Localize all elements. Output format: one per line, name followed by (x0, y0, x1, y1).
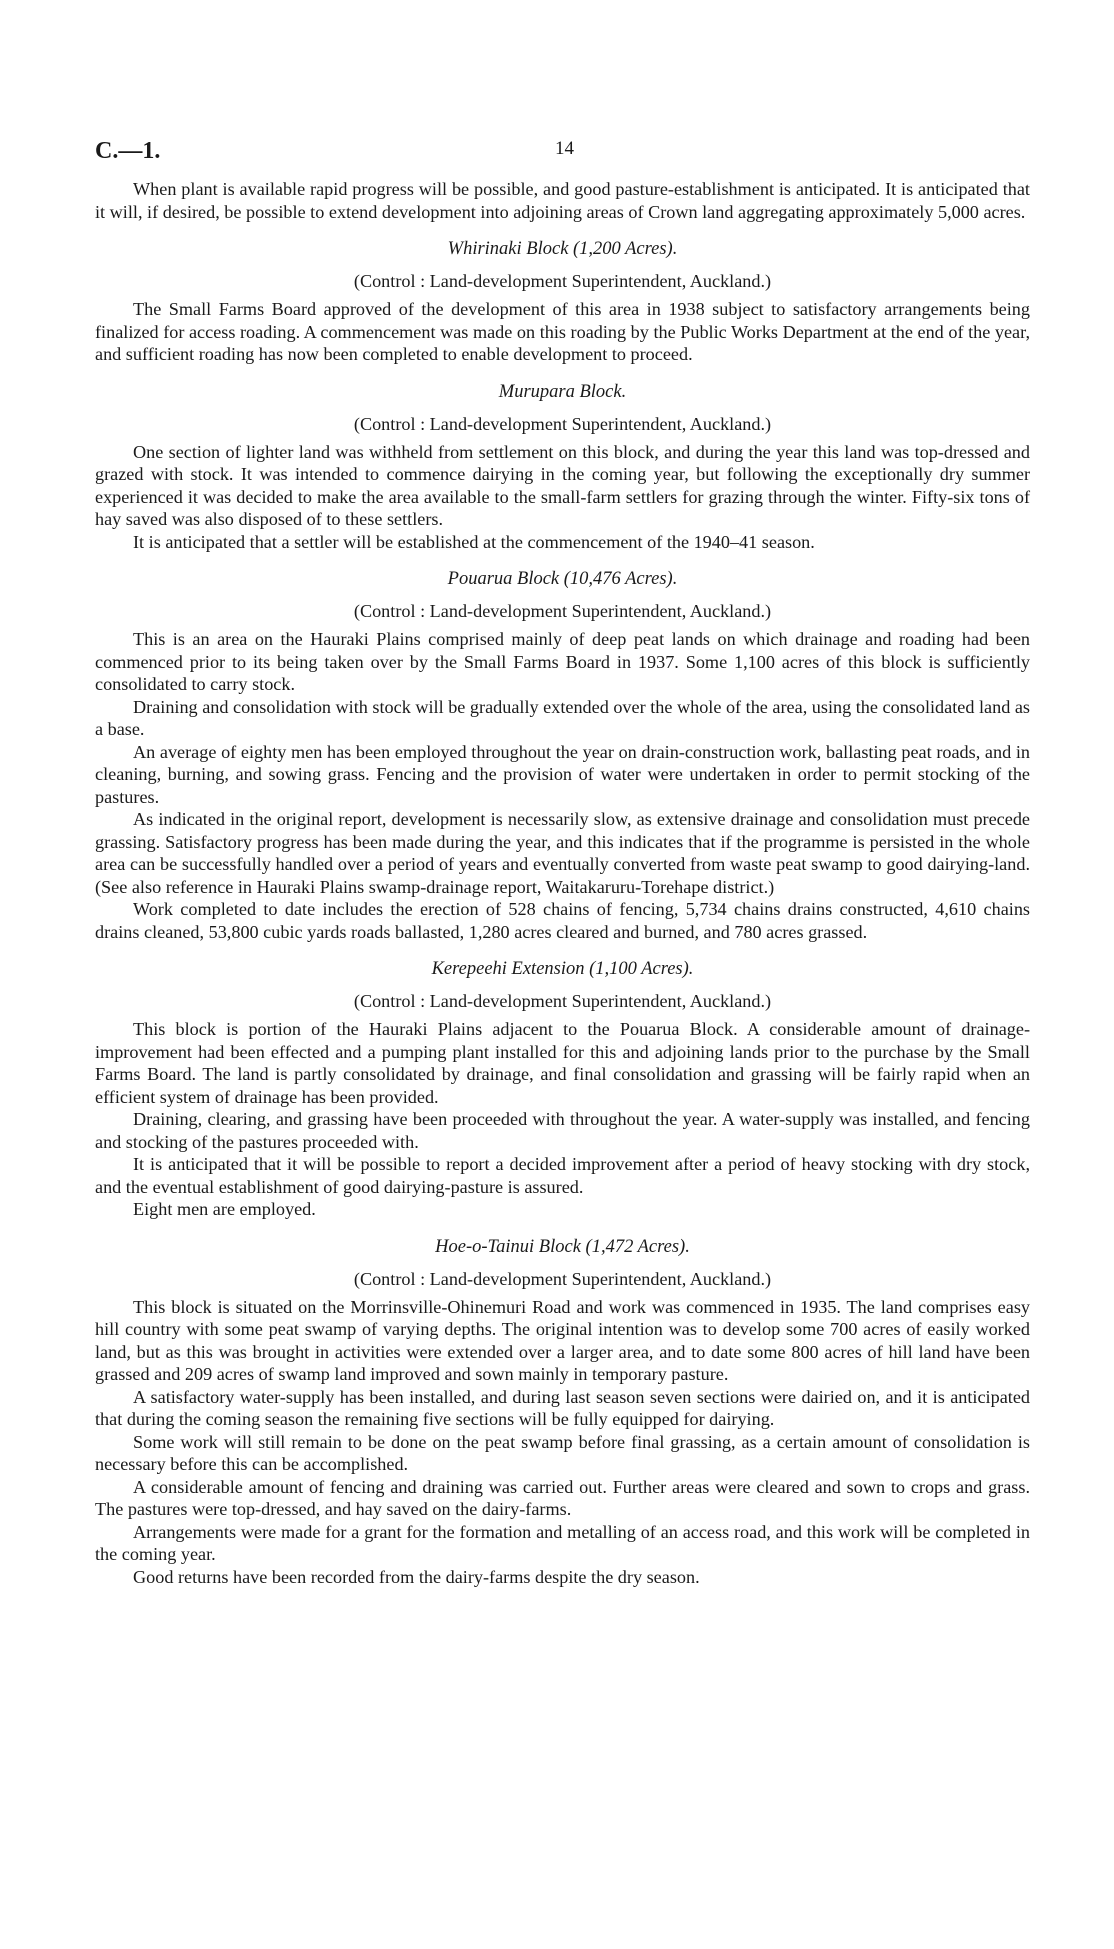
section-paragraph: The Small Farms Board approved of the development of this area in 1938 subject to satisfactory arrangements being finalized for access roading. A commencement was made on this roading by the Public Works Department at the end of the year, and sufficient roading has now been completed to enable development to proceed. (95, 299, 1030, 364)
section-paragraph: This is an area on the Hauraki Plains comprised mainly of deep peat lands on which drainage and roading had been commenced prior to its being taken over by the Small Farms Board in 1937. Some 1,100 acres of this block is sufficiently consolidated to carry stock. (95, 629, 1030, 694)
section-paragraph: One section of lighter land was withheld from settlement on this block, and during the year this land was top-dressed and grazed with stock. It was intended to commence dairying in the coming year, but following the exceptionally dry summer experienced it was decided to make the area available to the small-farm settlers for grazing through the winter. Fifty-six tons of hay saved was also disposed of to these settlers. (95, 441, 1030, 529)
section-heading: Murupara Block. (498, 381, 627, 402)
page-number: 14 (555, 138, 574, 159)
section-control-note: (Control : Land-development Superintendent, Auckland.) (353, 413, 772, 434)
section-paragraph: A considerable amount of fencing and draining was carried out. Further areas were cleared and sown to crops and grass. The pastures were top-dressed, and hay saved on the dairy-farms. (95, 1476, 1030, 1519)
section-paragraph: Work completed to date includes the erection of 528 chains of fencing, 5,734 chains drains constructed, 4,610 chains drains cleaned, 53,800 cubic yards roads ballasted, 1,280 acres cleared and burned, and 780 acres grassed. (95, 899, 1030, 942)
section-paragraph: Good returns have been recorded from the dairy-farms despite the dry season. (133, 1566, 700, 1587)
section-paragraph: Eight men are employed. (133, 1199, 316, 1219)
section-heading: Whirinaki Block (1,200 Acres). (447, 239, 678, 259)
section-paragraph: As indicated in the original report, development is necessarily slow, as extensive drainage and consolidation must precede grassing. Satisfactory progress has been made during the year, and this indicates that if the programme is persisted in the whole area can be successfully handled over a period of years and eventually converted from waste peat swamp to good dairying-land. (See also reference in Hauraki Plains swamp-drainage report, Waitakaruru-Torehape district.) (95, 809, 1030, 897)
section-control-note: (Control : Land-development Superintendent, Auckland.) (353, 1268, 772, 1289)
section-paragraph: Draining, clearing, and grassing have been proceeded with throughout the year. A water-supply was installed, and fencing and stocking of the pastures proceeded with. (95, 1109, 1030, 1152)
section (95, 567, 1030, 943)
section (95, 1235, 1030, 1589)
section-paragraph: It is anticipated that it will be possible to report a decided improvement after a period of heavy stocking with dry stock, and the eventual establishment of good dairying-pasture is assured. (95, 1154, 1030, 1197)
sections-container (95, 237, 1030, 1588)
running-head (95, 138, 1030, 178)
section-paragraph: It is anticipated that a settler will be established at the commencement of the 1940–41 season. (133, 531, 815, 552)
section-paragraph: Arrangements were made for a grant for the formation and metalling of an access road, and this work will be completed in the coming year. (95, 1521, 1030, 1564)
section-paragraph: A satisfactory water-supply has been installed, and during last season seven sections were dairied on, and it is anticipated that during the coming season the remaining five sections will be fully equipped for dairying. (95, 1386, 1030, 1429)
section-control-note: (Control : Land-development Superintendent, Auckland.) (353, 271, 772, 291)
section-control-note: (Control : Land-development Superintendent, Auckland.) (353, 991, 772, 1011)
section-heading: Hoe-o-Tainui Block (1,472 Acres). (435, 1236, 690, 1257)
section-paragraph: This block is portion of the Hauraki Plains adjacent to the Pouarua Block. A considerable amount of drainage-improvement had been effected and a pumping plant installed for this and adjoining lands prior to the purchase by the Small Farms Board. The land is partly consolidated by drainage, and final consolidation and grassing will be fairly rapid when an efficient system of drainage has been provided. (95, 1019, 1030, 1107)
section-control-note: (Control : Land-development Superintendent, Auckland.) (353, 601, 772, 621)
section-paragraph: This block is situated on the Morrinsville-Ohinemuri Road and work was commenced in 1935. The land comprises easy hill country with some peat swamp of varying depths. The original intention was to develop some 700 acres of easily worked land, but as this was brought in activities were extended over a larger area, and to date some 800 acres of hill land have been grassed and 209 acres of swamp land improved and sown mainly in temporary pasture. (95, 1296, 1030, 1384)
section (95, 957, 1030, 1221)
section-paragraph: Draining and consolidation with stock will be gradually extended over the whole of the area, using the consolidated land as a base. (95, 696, 1031, 739)
section (95, 380, 1030, 554)
document-reference: C.—1. (95, 138, 161, 164)
document-page (95, 138, 1030, 1588)
section-paragraph: An average of eighty men has been employed throughout the year on drain-construction work, ballasting peat roads, and in cleaning, burning, and sowing grass. Fencing and the provision of water were undertaken in order to permit stocking of the pastures. (95, 741, 1030, 807)
section-paragraph: Some work will still remain to be done on the peat swamp before final grassing, as a certain amount of consolidation is necessary before this can be accomplished. (95, 1431, 1030, 1474)
section-heading: Pouarua Block (10,476 Acres). (447, 569, 678, 589)
intro-paragraph: When plant is available rapid progress will be possible, and good pasture-establishment is anticipated. It is anticipated that it will, if desired, be possible to extend development into adjoining areas of Crown land aggregating approximately 5,000 acres. (95, 179, 1030, 222)
section (95, 237, 1030, 366)
section-heading: Kerepeehi Extension (1,100 Acres). (431, 959, 694, 979)
